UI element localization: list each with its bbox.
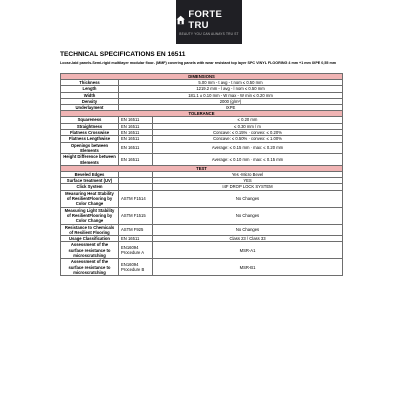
row-value: Average: ≤ 0.15 mm · max: ≤ 0.20 mm (153, 142, 343, 154)
logo-tagline: BEAUTY YOU CAN ALWAYS TRU ST (179, 31, 239, 36)
row-value: ≤ 0.20 mm (153, 117, 343, 123)
row-value: Yes -Micro Bevel (153, 171, 343, 177)
row-value: Class 23 / Class 33 (153, 236, 343, 242)
row-standard: EN 16511 (119, 142, 153, 154)
row-label: Measuring Light Stability of ResilientFlooring by Color Change (61, 207, 119, 224)
row-label: Click System (61, 184, 119, 190)
row-label: Surface treatment (UV) (61, 178, 119, 184)
specifications-table (60, 73, 343, 276)
row-standard: EN16094 Procedure A (119, 242, 153, 259)
table-row (61, 259, 343, 276)
row-label: Width (61, 92, 119, 98)
row-value: ≤ 0.30 mm / m (153, 123, 343, 129)
row-label: Height Difference between Elements (61, 154, 119, 166)
table-row (61, 142, 343, 154)
row-standard: EN16094 Procedure B (119, 259, 153, 276)
row-standard: EN 16511 (119, 130, 153, 136)
row-label: Straightness (61, 123, 119, 129)
row-label: Usage Classification (61, 236, 119, 242)
row-value: No Changes (153, 190, 343, 207)
row-value: No Changes (153, 224, 343, 236)
row-value: 181.1 ± 0.10 mm - W max - W min ≤ 0.20 mm (119, 92, 343, 98)
row-standard: EN 16511 (119, 123, 153, 129)
row-label: Openings between Elements (61, 142, 119, 154)
house-icon (176, 15, 185, 25)
tolerance-header: TOLERANCE (61, 111, 343, 117)
dimensions-header: DIMENSIONS (61, 74, 343, 80)
row-standard: ASTM F1515 (119, 207, 153, 224)
row-value: No Changes (153, 207, 343, 224)
row-standard: EN 16511 (119, 136, 153, 142)
row-value: 1219.2 mm - l avg - l nom ≤ 0.50 mm (119, 86, 343, 92)
row-standard: ASTM F925 (119, 224, 153, 236)
row-value: MSR-B1 (153, 259, 343, 276)
logo-text: FORTE TRU (188, 8, 223, 31)
row-value: 2000 (g/m²) (119, 98, 343, 104)
row-label: Length (61, 86, 119, 92)
row-label: Thickness (61, 80, 119, 86)
table-row (61, 190, 343, 207)
row-standard: EN 16511 (119, 154, 153, 166)
row-label: Assessment of the surface resistance to microscratching (61, 259, 119, 276)
row-value: 5.00 mm - t avg - t nom ≤ 0.50 mm (119, 80, 343, 86)
row-label: Resistance to Chemicals of Resilient Flooring (61, 224, 119, 236)
document-subtitle: Loose-laid panels-Semi-rigid multilayer modular floor- (MMF) covering panels with wear resistant top layer SPC VINYL FLOORING 4 mm +1 mm IXPE 0,55 mm (60, 61, 337, 65)
row-standard: ASTM F1514 (119, 190, 153, 207)
brand-logo (176, 0, 242, 44)
row-standard: EN 16511 (119, 117, 153, 123)
row-value: IXPE (119, 105, 343, 111)
row-value: MSR-A1 (153, 242, 343, 259)
row-label: Measuring Heat Stability of ResilientFlooring by Color Change (61, 190, 119, 207)
row-label: Assessment of the surface resistance to microscratching (61, 242, 119, 259)
row-value: Average: ≤ 0.10 mm · max: ≤ 0.15 mm (153, 154, 343, 166)
row-value: Concave: ≤ 0.15% · convex: ≤ 0.20% (153, 130, 343, 136)
row-label: Underlayment (61, 105, 119, 111)
row-value: I4F DROP LOCK SYSTEM (153, 184, 343, 190)
row-label: Squareness (61, 117, 119, 123)
table-row (61, 207, 343, 224)
table-row (61, 154, 343, 166)
test-header: TEST (61, 165, 343, 171)
row-label: Flatness Crosswise (61, 130, 119, 136)
table-row (61, 242, 343, 259)
row-label: Beveled Edges (61, 171, 119, 177)
row-standard: EN 16511 (119, 236, 153, 242)
row-label: Density (61, 98, 119, 104)
row-value: YES (153, 178, 343, 184)
row-label: Flatness Lengthwise (61, 136, 119, 142)
table-row (61, 224, 343, 236)
document-title: TECHNICAL SPECIFICATIONS EN 16511 (60, 51, 186, 58)
row-value: Concave: ≤ 0.50% · convex: ≤ 1.00% (153, 136, 343, 142)
